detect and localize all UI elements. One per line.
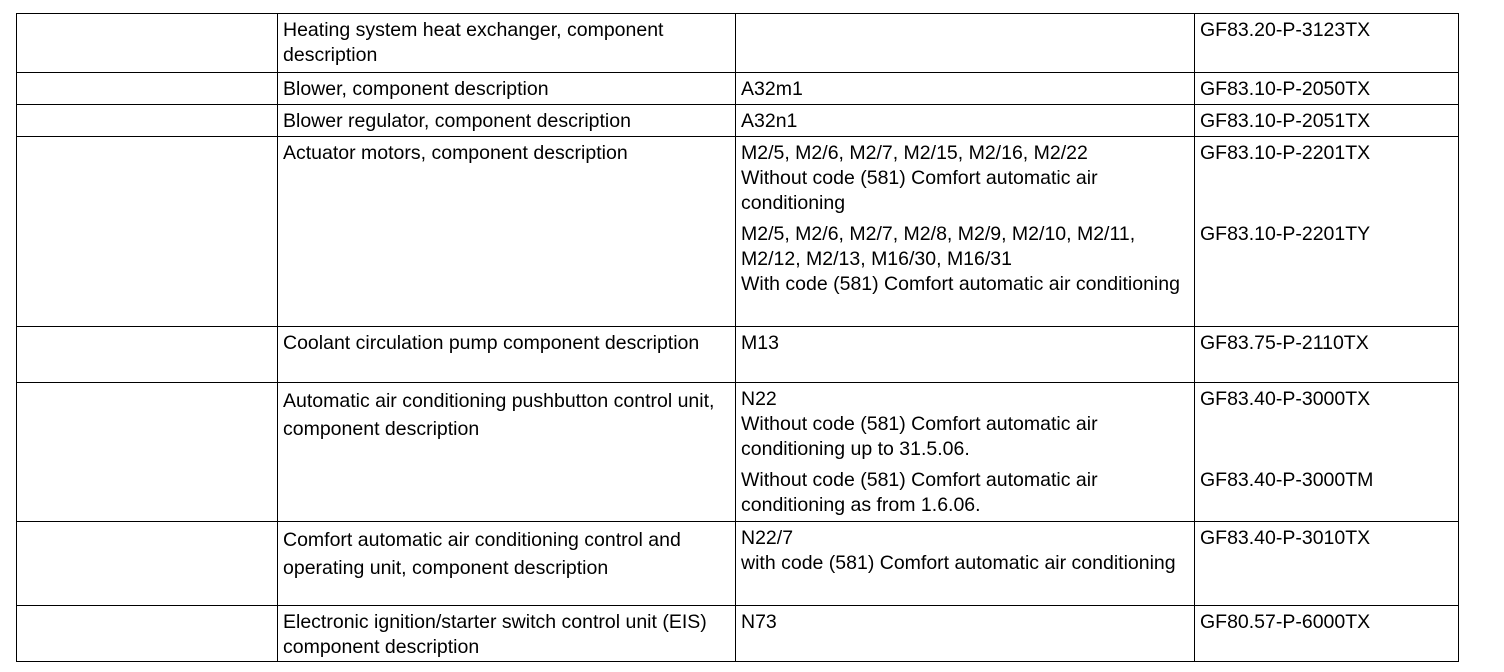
code-cell: [736, 137, 1195, 327]
code-cell: [736, 14, 1195, 73]
reference-cell: [1195, 105, 1459, 137]
table-row: [17, 606, 1459, 662]
code-cell: [736, 606, 1195, 662]
code-cell: [736, 327, 1195, 383]
code-cell: [736, 383, 1195, 522]
empty-cell: [17, 137, 278, 327]
empty-cell: [17, 327, 278, 383]
component-label: Coolant circulation pump component description: [283, 332, 700, 354]
reference-cell: [1195, 137, 1459, 327]
component-cell: [278, 73, 736, 105]
component-code: M2/5, M2/6, M2/7, M2/8, M2/9, M2/10, M2/11, M2/12, M2/13, M16/30, M16/31: [741, 223, 1136, 270]
code-group: [741, 222, 1189, 297]
code-group: [741, 468, 1189, 518]
empty-cell: [17, 606, 278, 662]
table-row: [17, 383, 1459, 522]
table-row: [17, 137, 1459, 327]
component-cell: [278, 137, 736, 327]
component-cell: [278, 383, 736, 522]
code-condition: Without code (581) Comfort automatic air conditioning: [741, 167, 1098, 214]
component-label: Automatic air conditioning pushbutton control unit, component description: [283, 390, 715, 440]
empty-cell: [17, 522, 278, 606]
code-condition: Without code (581) Comfort automatic air conditioning as from 1.6.06.: [741, 469, 1098, 516]
document-reference: GF83.20-P-3123TX: [1200, 19, 1371, 41]
component-cell: [278, 522, 736, 606]
table-row: [17, 522, 1459, 606]
empty-cell: [17, 105, 278, 137]
component-label: Comfort automatic air conditioning control and operating unit, component description: [283, 529, 681, 579]
table-row: [17, 105, 1459, 137]
reference-cell: [1195, 606, 1459, 662]
table-row: [17, 14, 1459, 73]
component-label: Actuator motors, component description: [283, 142, 628, 164]
code-cell: [736, 73, 1195, 105]
code-cell: [736, 105, 1195, 137]
empty-cell: [17, 14, 278, 73]
component-code: N22/7: [741, 527, 794, 549]
code-condition: with code (581) Comfort automatic air conditioning: [741, 552, 1176, 574]
document-reference: GF83.40-P-3000TX: [1200, 388, 1371, 410]
component-cell: [278, 606, 736, 662]
empty-cell: [17, 73, 278, 105]
component-code: N73: [741, 611, 777, 633]
component-code: N22: [741, 388, 777, 410]
document-reference: GF83.10-P-2201TY: [1200, 223, 1371, 245]
component-code: A32m1: [741, 78, 803, 100]
code-condition: With code (581) Comfort automatic air conditioning: [741, 273, 1180, 295]
reference-cell: [1195, 522, 1459, 606]
document-reference: GF83.40-P-3010TX: [1200, 527, 1371, 549]
document-reference: GF83.75-P-2110TX: [1200, 332, 1369, 354]
code-group: [741, 387, 1189, 462]
component-label: Heating system heat exchanger, component description: [283, 19, 664, 66]
component-reference-table: [16, 13, 1459, 662]
component-label: Blower regulator, component description: [283, 110, 631, 132]
reference-cell: [1195, 383, 1459, 522]
code-group: [741, 141, 1189, 216]
component-code: A32n1: [741, 110, 798, 132]
table-row: [17, 73, 1459, 105]
document-reference: GF83.10-P-2050TX: [1200, 78, 1371, 100]
document-reference: GF83.10-P-2051TX: [1200, 110, 1371, 132]
component-cell: [278, 327, 736, 383]
empty-cell: [17, 383, 278, 522]
component-cell: [278, 14, 736, 73]
component-code: M13: [741, 332, 779, 354]
table-row: [17, 327, 1459, 383]
document-reference: GF83.40-P-3000TM: [1200, 469, 1374, 491]
reference-cell: [1195, 14, 1459, 73]
reference-cell: [1195, 327, 1459, 383]
reference-cell: [1195, 73, 1459, 105]
component-label: Blower, component description: [283, 78, 549, 100]
component-cell: [278, 105, 736, 137]
code-condition: Without code (581) Comfort automatic air conditioning up to 31.5.06.: [741, 413, 1098, 460]
code-cell: [736, 522, 1195, 606]
component-code: M2/5, M2/6, M2/7, M2/15, M2/16, M2/22: [741, 142, 1088, 164]
component-label: Electronic ignition/starter switch control unit (EIS) component description: [283, 611, 707, 658]
document-reference: GF83.10-P-2201TX: [1200, 142, 1371, 164]
document-reference: GF80.57-P-6000TX: [1200, 611, 1371, 633]
